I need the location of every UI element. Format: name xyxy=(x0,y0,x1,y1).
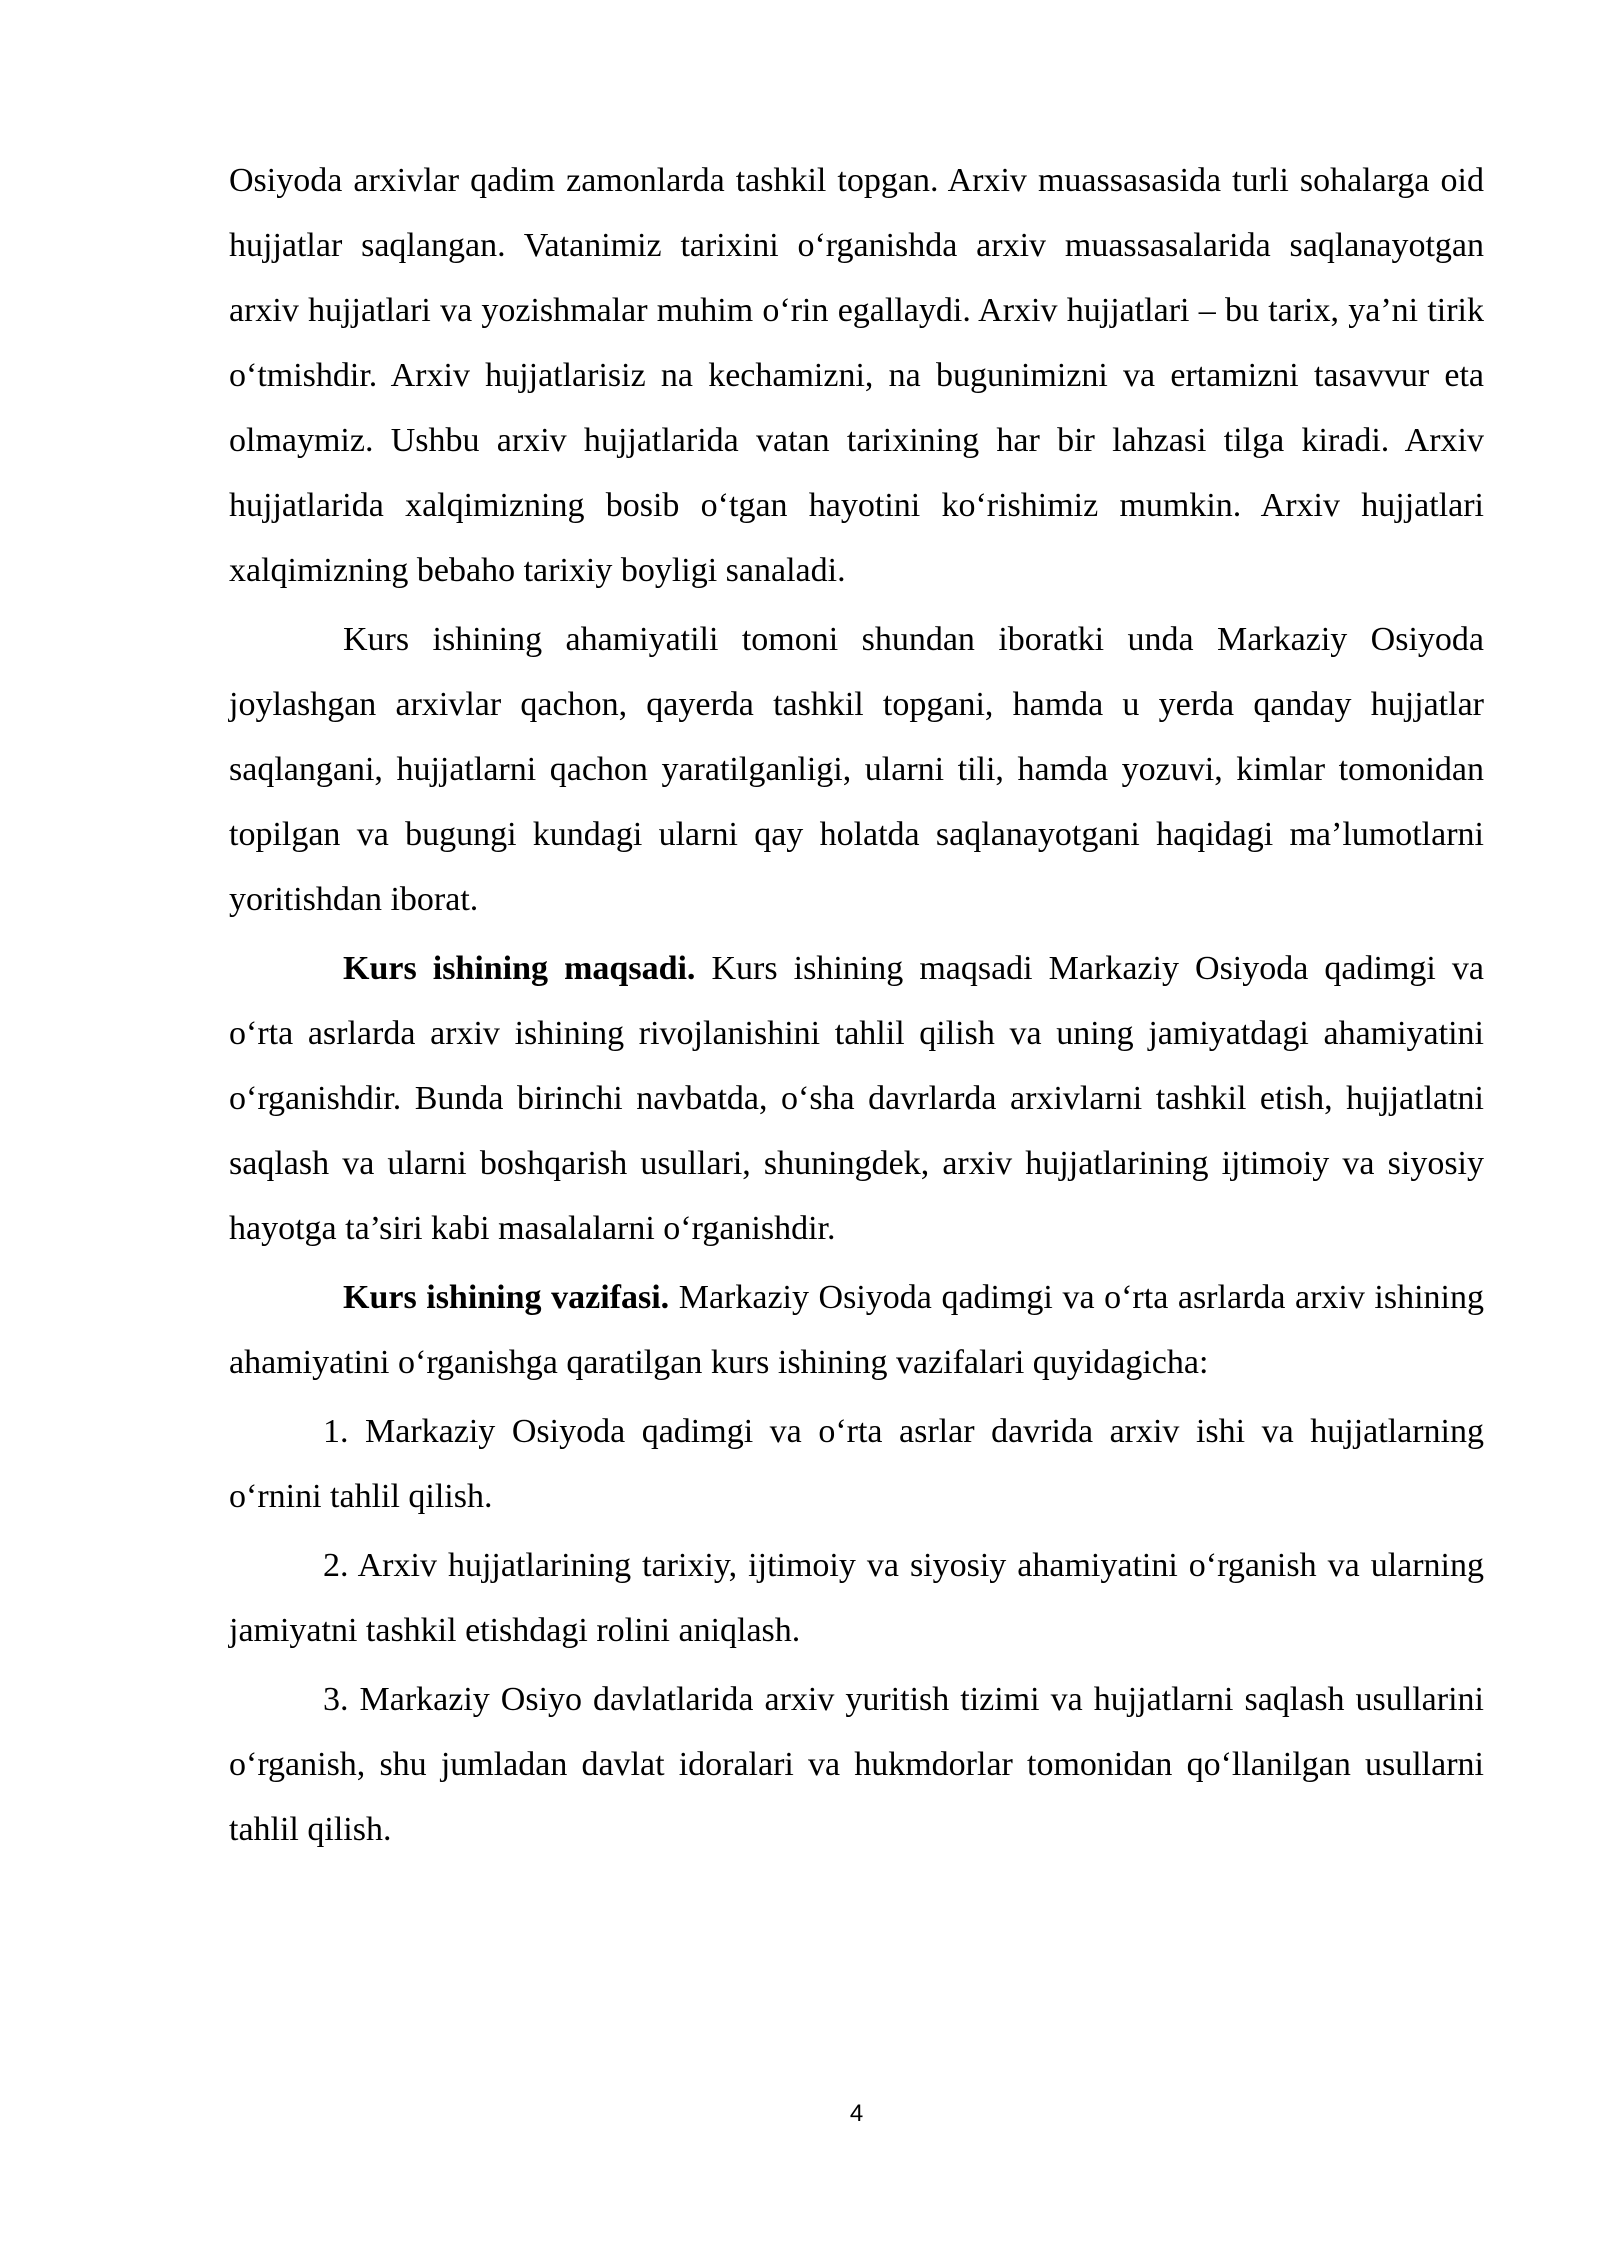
paragraph-tasks xyxy=(229,1265,1484,1395)
paragraph-text: Markaziy Osiyoda qadimgi va o‘rta asrlarda arxiv ishining ahamiyatini o‘rganishga qaratilgan kurs ishining vazifalari quyidagicha: xyxy=(229,1279,1485,1381)
list-item-text: 2. Arxiv hujjatlarining tarixiy, ijtimoiy va siyosiy ahamiyatini o‘rganish va ularning jamiyatni tashkil etishdagi rolini aniqlash. xyxy=(229,1547,1484,1649)
paragraph-text: Kurs ishining maqsadi Markaziy Osiyoda qadimgi va o‘rta asrlarda arxiv ishining rivojlanishini tahlil qilish va uning jamiyatdagi ahamiyatini o‘rganishdir. Bunda birinchi navbatda, o‘sha davrlarda arxivlarni tashkil etish, hujjatlatni saqlash va ularni boshqarish usullari, shuningdek, arxiv hujjatlarining ijtimoiy va siyosiy hayotga ta’siri kabi masalalarni o‘rganishdir. xyxy=(229,950,1484,1247)
paragraph-purpose xyxy=(229,936,1484,1261)
list-item-2 xyxy=(229,1533,1484,1663)
list-item-1 xyxy=(229,1399,1484,1529)
paragraph-significance xyxy=(229,607,1484,932)
list-item-text: 1. Markaziy Osiyoda qadimgi va o‘rta asrlar davrida arxiv ishi va hujjatlarning o‘rnini tahlil qilish. xyxy=(229,1413,1484,1515)
paragraph-heading: Kurs ishining maqsadi. xyxy=(343,950,696,987)
document-body xyxy=(229,148,1484,1866)
list-item-3 xyxy=(229,1667,1484,1862)
paragraph-archives-history xyxy=(229,148,1484,603)
paragraph-heading: Kurs ishining vazifasi. xyxy=(343,1279,670,1316)
page-number: 4 xyxy=(849,2100,864,2127)
paragraph-text: Kurs ishining ahamiyatili tomoni shundan iboratki unda Markaziy Osiyoda joylashgan arxivlar qachon, qayerda tashkil topgani, hamda u yerda qanday hujjatlar saqlangani, hujjatlarni qachon yaratilganligi, ularni tili, hamda yozuvi, kimlar tomonidan topilgan va bugungi kundagi ularni qay holatda saqlanayotgani haqidagi ma’lumotlarni yoritishdan iborat. xyxy=(229,621,1484,918)
paragraph-text: Osiyoda arxivlar qadim zamonlarda tashkil topgan. Arxiv muassasasida turli sohalarga oid hujjatlar saqlangan. Vatanimiz tarixini o‘rganishda arxiv muassasalarida saqlanayotgan arxiv hujjatlari va yozishmalar muhim o‘rin egallaydi. Arxiv hujjatlari – bu tarix, ya’ni tirik o‘tmishdir. Arxiv hujjatlarisiz na kechamizni, na bugunimizni va ertamizni tasavvur eta olmaymiz. Ushbu arxiv hujjatlarida vatan tarixining har bir lahzasi tilga kiradi. Arxiv hujjatlarida xalqimizning bosib o‘tgan hayotini ko‘rishimiz mumkin. Arxiv hujjatlari xalqimizning bebaho tarixiy boyligi sanaladi. xyxy=(229,162,1484,589)
list-item-text: 3. Markaziy Osiyo davlatlarida arxiv yuritish tizimi va hujjatlarni saqlash usullarini o‘rganish, shu jumladan davlat idoralari va hukmdorlar tomonidan qo‘llanilgan usullarni tahlil qilish. xyxy=(229,1681,1484,1848)
